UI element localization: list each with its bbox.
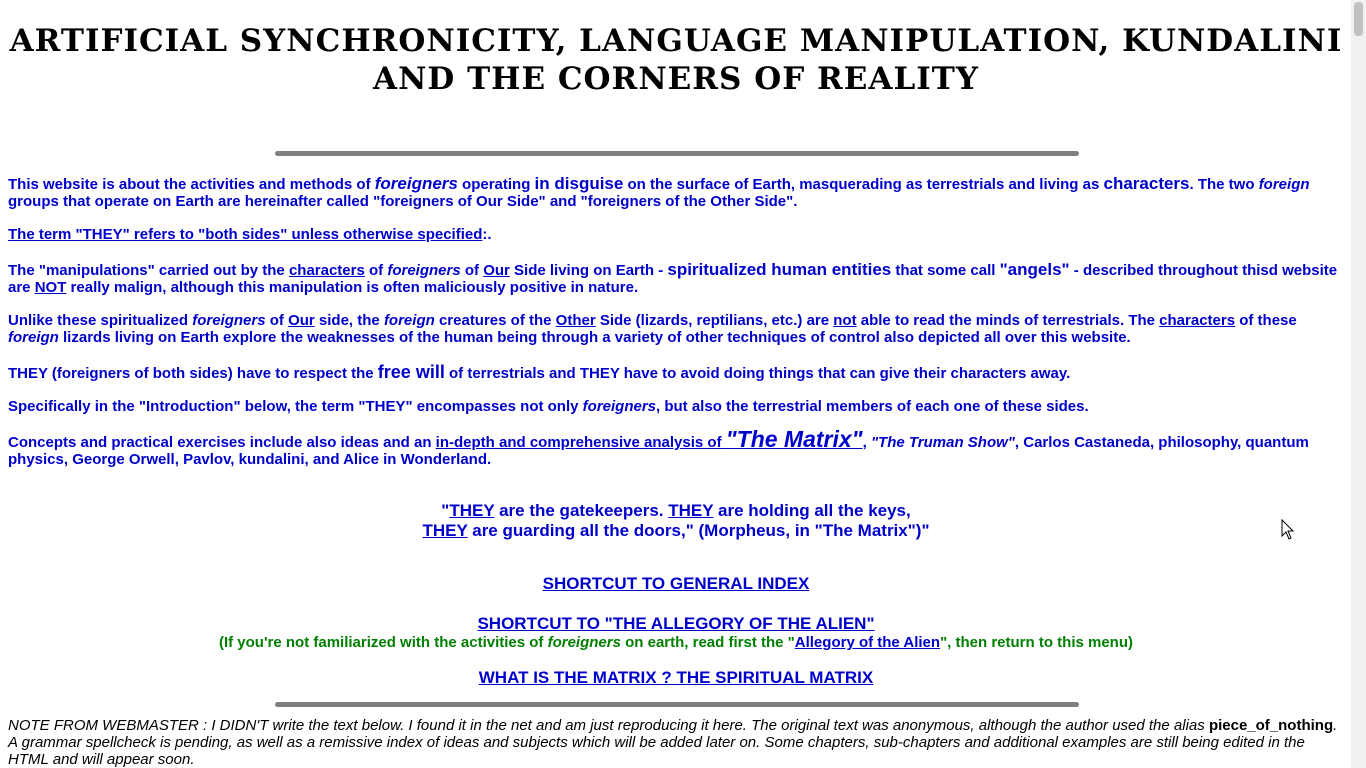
morpheus-quote: "THEY are the gatekeepers. THEY are holding all the keys, THEY are guarding all the doors," (Morpheus, in "The Matrix")" bbox=[422, 501, 930, 540]
characters-link[interactable]: characters bbox=[288, 262, 365, 279]
introduction-paragraph: Specifically in the "Introduction" below, the term "THEY" encompasses not only foreigners, but also the terrestrial members of each one of these sides. bbox=[8, 398, 1089, 415]
index-shortcut bbox=[8, 574, 1344, 594]
they-link-3[interactable]: THEY bbox=[422, 521, 468, 540]
intro-paragraph: This website is about the activities and methods of foreigners operating in disguise on the surface of Earth, masquerading as terrestrials and living as characters. The two foreign groups that operate on Earth are hereinafter called "foreigners of Our Side" and "foreigners of the Other Side". bbox=[8, 174, 1310, 210]
general-index-link[interactable]: SHORTCUT TO GENERAL INDEX bbox=[542, 574, 810, 593]
manipulations-paragraph: The "manipulations" carried out by the characters of foreigners of Our Side living on Earth - spiritualized human entities that some call "angels" - described throughout thisd website are NOT really malign, although this manipulation is often maliciously positive in nature. bbox=[8, 260, 1338, 296]
allegory-shortcut bbox=[8, 614, 1344, 634]
matrix-analysis-link[interactable]: in-depth and comprehensive analysis of "The Matrix" bbox=[435, 426, 863, 452]
allegory-link[interactable]: SHORTCUT TO "THE ALLEGORY OF THE ALIEN" bbox=[477, 614, 875, 633]
our-side-link[interactable]: Our bbox=[483, 262, 510, 279]
free-will-paragraph: THEY (foreigners of both sides) have to respect the free will of terrestrials and THEY have to avoid doing things that can give their characters away. bbox=[8, 362, 1071, 382]
other-link[interactable]: Other bbox=[555, 312, 596, 329]
spiritual-matrix-link[interactable]: WHAT IS THE MATRIX ? THE SPIRITUAL MATRIX bbox=[478, 668, 874, 687]
page-title bbox=[8, 22, 1344, 98]
mouse-cursor-icon bbox=[1281, 519, 1295, 541]
webmaster-note: NOTE FROM WEBMASTER : I DIDN'T write the text below. I found it in the net and am just reproducing it here. The original text was anonymous, although the author used the alias piece_of_nothing. A grammar spellcheck is pending, as well as a remissive index of ideas and subjects which will be added later on. Some chapters, sub-chapters and additional examples are still being edited in the HTML and will appear soon. bbox=[8, 717, 1338, 768]
scrollbar-thumb[interactable] bbox=[1354, 2, 1363, 36]
they-definition-paragraph: The term "THEY" refers to "both sides" unless otherwise specified:. bbox=[8, 226, 492, 243]
matrix-shortcut bbox=[8, 668, 1344, 688]
allegory-note: (If you're not familiarized with the activities of foreigners on earth, read first the "Allegory of the Alien", then return to this menu) bbox=[218, 634, 1134, 651]
other-side-paragraph: Unlike these spiritualized foreigners of Our side, the foreign creatures of the Other Side (lizards, reptilians, etc.) are not able to read the minds of terrestrials. The characters of these foreign lizards living on Earth explore the weaknesses of the human being through a variety of other techniques of control also depicted all over this website. bbox=[8, 312, 1297, 346]
they-definition-link[interactable]: The term "THEY" refers to "both sides" unless otherwise specified bbox=[8, 226, 483, 243]
page-title-line1: ARTIFICIAL SYNCHRONICITY, LANGUAGE MANIPULATION, KUNDALINI bbox=[9, 23, 1343, 59]
not-link[interactable]: NOT bbox=[34, 279, 67, 296]
not-able-link[interactable]: not bbox=[833, 312, 857, 329]
characters-link-2[interactable]: characters bbox=[1159, 312, 1236, 329]
page-title-line2: AND THE CORNERS OF REALITY bbox=[373, 61, 979, 97]
page-content bbox=[8, 0, 1344, 768]
horizontal-rule-2 bbox=[275, 702, 1079, 707]
concepts-paragraph: Concepts and practical exercises include also ideas and an in-depth and comprehensive analysis of "The Matrix", "The Truman Show", Carlos Castaneda, philosophy, quantum physics, George Orwell, Pavlov, kundalini, and Alice in Wonderland. bbox=[8, 426, 1309, 468]
vertical-scrollbar[interactable] bbox=[1351, 0, 1366, 768]
horizontal-rule bbox=[275, 151, 1079, 156]
our-link[interactable]: Our bbox=[288, 312, 315, 329]
allegory-of-the-alien-link[interactable]: Allegory of the Alien bbox=[794, 634, 941, 651]
they-link-2[interactable]: THEY bbox=[668, 501, 714, 520]
they-link-1[interactable]: THEY bbox=[449, 501, 495, 520]
